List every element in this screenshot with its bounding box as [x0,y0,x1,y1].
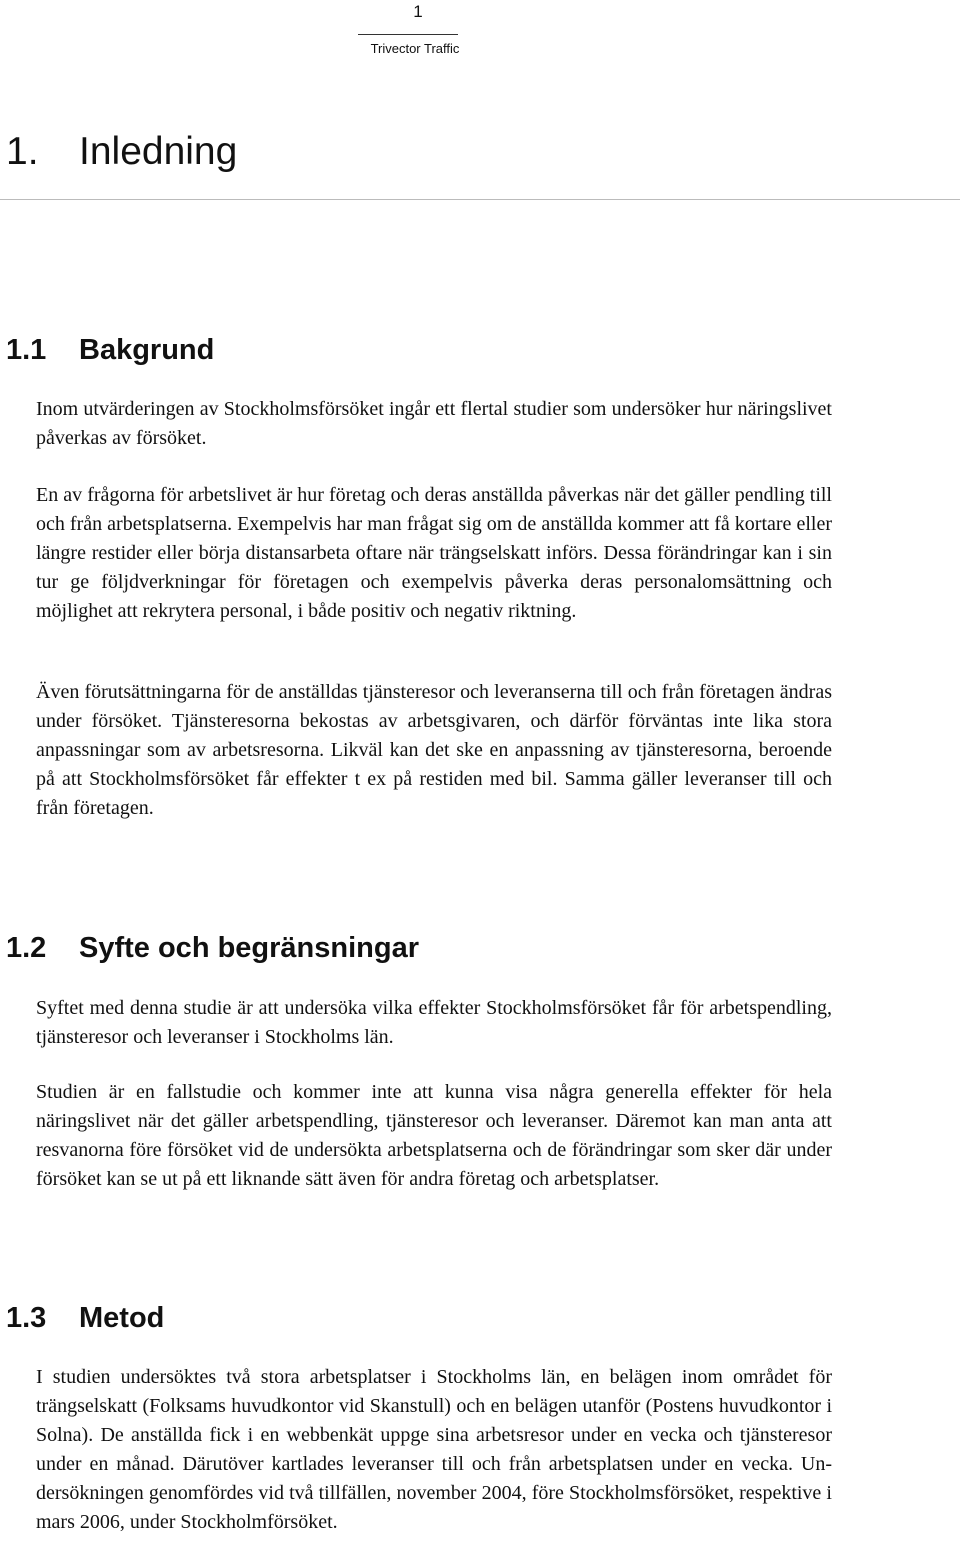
chapter-number: 1. [6,130,39,173]
paragraph: Studien är en fallstudie och kommer inte att kunna visa några generella effekter för hela näringslivet när det gäller arbetspendling, tjänsteresor och leveranser. Däremot kan man anta att resvanorna före försöket vid de undersökta arbetsplatserna och de förändringar som sker där under försöket kan se ut på ett liknande sätt även för andra företag och arbetsplatser. [36,1081,832,1190]
paragraph: Inom utvärderingen av Stockholmsförsöket ingår ett flertal studier som undersöker hur näringslivet påverkas av försöket. [36,398,832,449]
header-company: Trivector Traffic [370,41,460,56]
paragraph: Syftet med denna studie är att undersöka vilka effekter Stockholmsförsöket får för arbetspendling, tjänsteresor och leveranser i Stockholms län. [36,997,832,1048]
section-number: 1.1 [6,334,47,366]
section-title: Syfte och begränsningar [79,932,420,964]
section-title: Metod [79,1302,165,1334]
header-rule [358,34,458,35]
paragraph: En av frågorna för arbetslivet är hur företag och deras anställda påverkas när det gäller pendling till och från arbetsplatserna. Exempelvis har man frågat sig om de anställda kommer att få kortare eller längre restider eller börja distansarbeta oftare när trängselskatt införs. Dessa förändringar kan i sin tur ge följdverkningar för företagen och exempelvis påverka deras personalomsättning och möjlighet att rekrytera personal, i både positiv och negativ riktning. [36,484,832,622]
page-number: 1 [413,2,423,21]
chapter-rule [0,199,960,200]
section-number: 1.2 [6,932,47,964]
section-heading [6,330,214,370]
chapter-heading [6,124,237,180]
section-heading [6,1298,164,1338]
section-heading [6,928,419,968]
chapter-title: Inledning [79,130,238,173]
section-title: Bakgrund [79,334,215,366]
section-number: 1.3 [6,1302,47,1334]
paragraph: I studien undersöktes två stora arbetsplatser i Stockholms län, en belägen inom området för trängselskatt (Folksams huvudkontor vid Skanstull) och en belägen utanför (Postens huvudkontor i Solna). De anställda fick i en webbenkät uppge sina arbetsresor under en vecka och tjänsteresor under en månad. Därutöver kartlades leveranser till och från arbetsplatsen under en vecka. Undersökningen genomfördes vid två tillfällen, november 2004, före Stockholmsförsöket, respektive i mars 2006, under Stockholmförsöket. [36,1366,832,1533]
paragraph: Även förutsättningarna för de anställdas tjänsteresor och leveranserna till och från företagen ändras under försöket. Tjänsteresorna bekostas av arbetsgivaren, och därför förväntas inte lika stora anpassningar som av arbetsresorna. Likväl kan det ske en anpassning av tjänsteresorna, beroende på att Stockholmsförsöket får effekter t ex på restiden med bil. Samma gäller leveranser till och från företagen. [36,681,832,819]
